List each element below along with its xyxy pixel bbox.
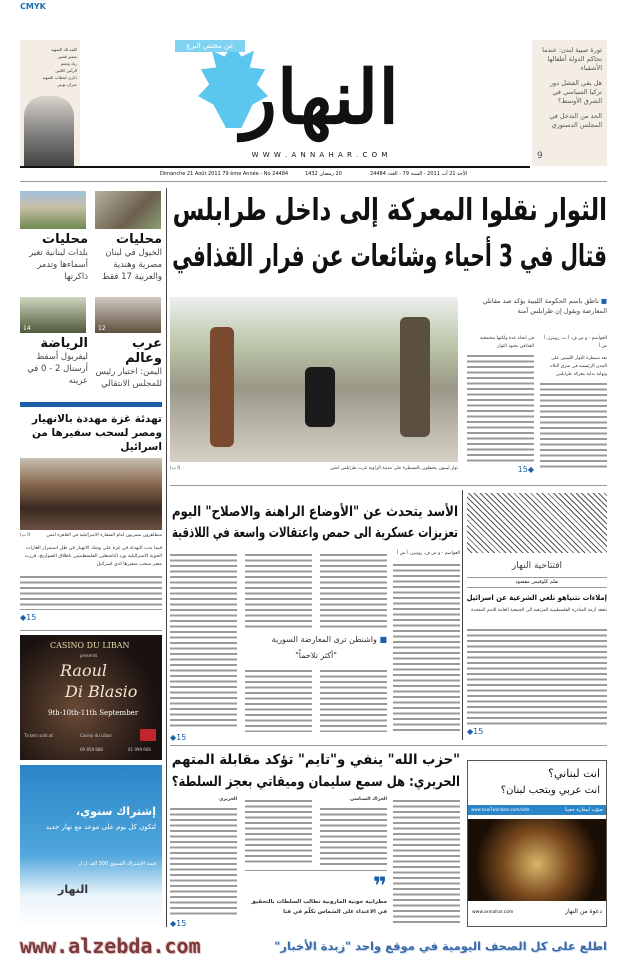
- masthead-logo: [130, 40, 510, 150]
- gaza-headline[interactable]: تهدئة غزة مهددة بالانهيار ومصر لسحب سفيرها من اسرائيل: [31, 413, 162, 453]
- editorial-headline[interactable]: إملاءات نتنياهو تلغي الشرعية عن اسرائيل: [466, 593, 607, 602]
- body-text: [393, 562, 460, 732]
- lead-headline[interactable]: [172, 188, 607, 280]
- ad-invite: دعوة من النهار: [565, 908, 602, 915]
- column-divider: [462, 490, 463, 740]
- ad-footer-url: www.annahar.com: [472, 910, 514, 915]
- square-bullet-icon: ■: [600, 297, 607, 305]
- photo-credit: (أ ب): [20, 533, 31, 538]
- divider: [170, 745, 607, 746]
- ad-url: www.new7wonders.com/vote: [471, 807, 530, 812]
- yemen-thumbnail[interactable]: [95, 297, 161, 333]
- quote-mark-icon: ❞: [372, 872, 387, 900]
- page-ref: 14: [23, 325, 31, 332]
- jump-link[interactable]: ◆15: [20, 613, 37, 622]
- date-arabic: الأحد 21 آب 2011 - السنة 79 - العدد 24484: [370, 171, 468, 177]
- jeita-vote-ad[interactable]: [467, 760, 607, 927]
- watermark-slogan: اطلع على كل الصحف اليومية في موقع واحد "زبدة الأخبار": [274, 939, 607, 953]
- teaser-text: اليمن: اختيار رئيس للمجلس الانتقالي: [95, 367, 162, 389]
- panel-line: سمير قصير: [57, 54, 77, 59]
- editorial-lead: تتعقد أزمة المبادرة الفلسطينية المرتقبة الى الجمعية العامة للامم المتحدة: [471, 608, 607, 613]
- lead-column-1: [540, 335, 607, 471]
- lead-dateline: العواصم - و ص ف، أ ب، رويترز، أ ش أ: [543, 336, 607, 349]
- section-label: الحريري: [219, 797, 237, 802]
- body-text: [393, 798, 460, 926]
- syria-subhead-quote: "أكثر تلاحماً": [295, 651, 337, 660]
- horses-thumbnail[interactable]: [95, 191, 161, 229]
- panel-line: ذكرى لخطاب الشهيد: [42, 75, 77, 80]
- section-label: الحراك السياسي: [350, 797, 387, 802]
- tripoli-rebels-photo: [170, 297, 458, 462]
- page-ref: 12: [98, 325, 106, 332]
- photo-figure: [305, 367, 335, 427]
- editorial-body-text: [467, 627, 607, 725]
- subscription-ad[interactable]: [20, 765, 162, 927]
- ad-dates: 9th-10th-11th September: [48, 709, 139, 717]
- masthead-rule: [20, 166, 530, 168]
- ad-title: إشتراك سنوي،: [75, 805, 156, 818]
- football-thumbnail[interactable]: [20, 297, 86, 333]
- divider: [20, 630, 162, 631]
- teaser-section: عرب وعالم: [125, 336, 162, 366]
- teaser-horses[interactable]: [92, 232, 162, 283]
- date-hijri: 20 رمضان 1432: [305, 171, 342, 177]
- photo-figure: [210, 327, 234, 447]
- teaser-football[interactable]: [18, 336, 88, 387]
- jump-link[interactable]: ◆15: [467, 727, 484, 736]
- dateline-rule: [20, 181, 607, 182]
- jump-link[interactable]: ◆15: [170, 919, 187, 928]
- syria-dateline: العواصم - و ص ف، رويترز، أ ش أ: [396, 551, 460, 556]
- body-text: [170, 552, 237, 730]
- accent-bar: [20, 402, 162, 407]
- casino-ad[interactable]: [20, 635, 162, 760]
- panel-line: كلمة لك الشهيد: [51, 47, 77, 52]
- editorial-cartoon: [467, 493, 607, 553]
- lead-text: في انحاء عدة ولكنها مجتمعية القذافي بجنود الثوار: [480, 336, 534, 349]
- ad-bar-text: صوّت لمغارة جعيتا: [564, 807, 603, 813]
- ad-artist: Di Blasio: [65, 682, 138, 701]
- ticket-logo-icon: [140, 729, 156, 741]
- page-number: 9: [537, 151, 543, 161]
- village-thumbnail[interactable]: [20, 191, 86, 229]
- masthead-tagline: عن مختص البرع: [175, 40, 245, 52]
- date-french: Dimanche 21 Août 2011 79 ème Année - No 24484: [160, 171, 289, 177]
- lead-caption: [170, 465, 458, 473]
- subhead-text: ناطق باسم الحكومة الليبية يؤكد صد مقاتلي المعارضة ويقول إن طرابلس آمنة: [482, 297, 607, 315]
- ad-price: قيمة الإشتراك السنوي 300 ألف ل.ل: [78, 861, 156, 867]
- editorial-author: بقلم كلوفيس مقصود: [467, 577, 607, 588]
- gaza-lead: فيما بدت التهدئة في غزة على وشك الانهيار في ظل استمرار الغارات الجوية الاسرائيلية ورد الناشطين الفلسطينيين باطلاق الصواريخ، قررت مصر سحب سفيرها لدى اسرائيل: [24, 546, 162, 567]
- body-text: [540, 381, 607, 471]
- body-text: [467, 353, 534, 465]
- ad-blue-bar: [468, 805, 606, 815]
- lead-column-2: [467, 335, 534, 475]
- portrait-photo: [24, 96, 74, 166]
- divider: [170, 485, 607, 486]
- dateline-bar: [20, 169, 607, 180]
- body-text: [170, 806, 237, 918]
- jump-link[interactable]: ◆15: [170, 733, 187, 742]
- headline-line: الحريري: هل سمع سليمان وميقاتي بعجز السلطة؟: [171, 774, 460, 790]
- teaser-link[interactable]: هل يقي الفشل دور تركيا السياسي في الشرق الأوسط؟: [549, 79, 602, 105]
- ad-line: انت لبناني؟: [548, 767, 600, 780]
- square-bullet-icon: ■: [379, 635, 387, 644]
- quote-box: [245, 870, 387, 917]
- website-url[interactable]: W W W . A N N A H A R . C O M: [251, 151, 389, 159]
- lead-text: بعد سيطرة الثوار الليبيين على المدن الرئيسية في شرق البلاد، ونهاية بداية معركة طرابلس: [549, 356, 607, 377]
- gaza-body-text: [20, 574, 162, 610]
- syria-subhead: ■ واشنطن ترى المعارضة السورية: [271, 635, 387, 644]
- teaser-link[interactable]: ثورة صبية لندن: عندما تحاكم الدولة أطفالها الأشقياء: [542, 46, 602, 72]
- quote-text: مطرانية جونية المارونية تطالب السلطات بالتحقيق في الاعتداء على الشماس تكلّم في قنا: [251, 899, 387, 915]
- column-divider: [166, 188, 167, 927]
- syria-headline[interactable]: [172, 502, 458, 544]
- watermark-url[interactable]: www.alzebda.com: [20, 934, 201, 958]
- cmyk-mark: CMYK: [20, 2, 46, 11]
- body-text: [245, 552, 312, 630]
- teaser-yemen[interactable]: [92, 336, 162, 390]
- caption-text: ثوار ليبيون يحتفلون بالسيطرة على مدينة الزاوية غرب طرابلس امس: [330, 466, 458, 471]
- teaser-text: بلدات لبنانية تغير أسماءها وتدمر ذاكرتها: [29, 248, 88, 282]
- panel-line: زياد ونعيم: [60, 61, 77, 66]
- headline-line: الأسد يتحدث عن "الأوضاع الراهنة والاصلاح" اليوم: [171, 504, 458, 520]
- ad-phone: 01 999 666: [128, 747, 151, 752]
- ad-phone: 09 858 888: [80, 747, 103, 752]
- teaser-section: الرياضة: [40, 336, 88, 351]
- teaser-text: ليفربول أسقط أرسنال 2 - 0 في عرينه: [27, 352, 88, 386]
- teaser-villages[interactable]: [18, 232, 88, 283]
- ad-venue: Casino du Liban: [80, 733, 112, 738]
- masthead-left-panel: [20, 40, 80, 166]
- ad-artist: Raoul: [60, 661, 108, 680]
- hezbollah-headline[interactable]: [172, 749, 460, 793]
- jump-link[interactable]: ◆15: [517, 465, 534, 474]
- teaser-link[interactable]: الحد من التدخل في المجلس الدستوري: [549, 112, 602, 129]
- teaser-section: محليات: [116, 232, 162, 247]
- photo-figure: [400, 317, 430, 437]
- headline-line: تعزيزات عسكرية الى حمص واعتقالات واسعة في اللاذقية: [171, 525, 458, 541]
- body-text: [320, 552, 387, 630]
- panel-line: جبران تويني: [56, 82, 77, 87]
- headline-line: "حزب الله" ينفي و"تايم" تؤكد مقابلة المتهم: [171, 752, 460, 768]
- body-text: [320, 668, 387, 732]
- gaza-caption: [20, 532, 162, 540]
- lead-subhead: [470, 296, 607, 316]
- body-text: [245, 798, 312, 866]
- ad-brand: CASINO DU LIBAN: [50, 641, 130, 650]
- editorial-label: افتتاحية النهار: [511, 561, 563, 571]
- annahar-logo: النهار: [58, 883, 89, 896]
- ad-presents: presents: [80, 653, 98, 658]
- teaser-text: الخيول في لبنان مصرية وهندية والعربية 17 فقط: [101, 248, 162, 282]
- body-text: [320, 806, 387, 866]
- ad-subtitle: لتكون كل يوم على موعد مع نهار جديد: [45, 823, 156, 831]
- body-text: [245, 668, 312, 732]
- panel-line: الرأس كالتين: [55, 68, 77, 73]
- headline-line: الثوار نقلوا المعركة إلى داخل طرابلس: [172, 193, 607, 228]
- cave-photo: [468, 819, 606, 901]
- photo-credit: (أ ب): [170, 466, 181, 471]
- caption-text: متظاهرون مصريون امام السفارة الاسرائيلية في القاهرة امس: [46, 533, 162, 538]
- ad-tickets: Tickets sold at:: [24, 733, 55, 738]
- masthead-right-panel: [532, 40, 607, 166]
- headline-line: قتال في 3 أحياء وشائعات عن فرار القذافي: [172, 239, 607, 274]
- ad-line: انت عربي وبتحب لبنان؟: [500, 785, 600, 796]
- cairo-protest-photo: [20, 458, 162, 530]
- teaser-section: محليات: [42, 232, 88, 247]
- newspaper-name: النهار: [241, 55, 399, 141]
